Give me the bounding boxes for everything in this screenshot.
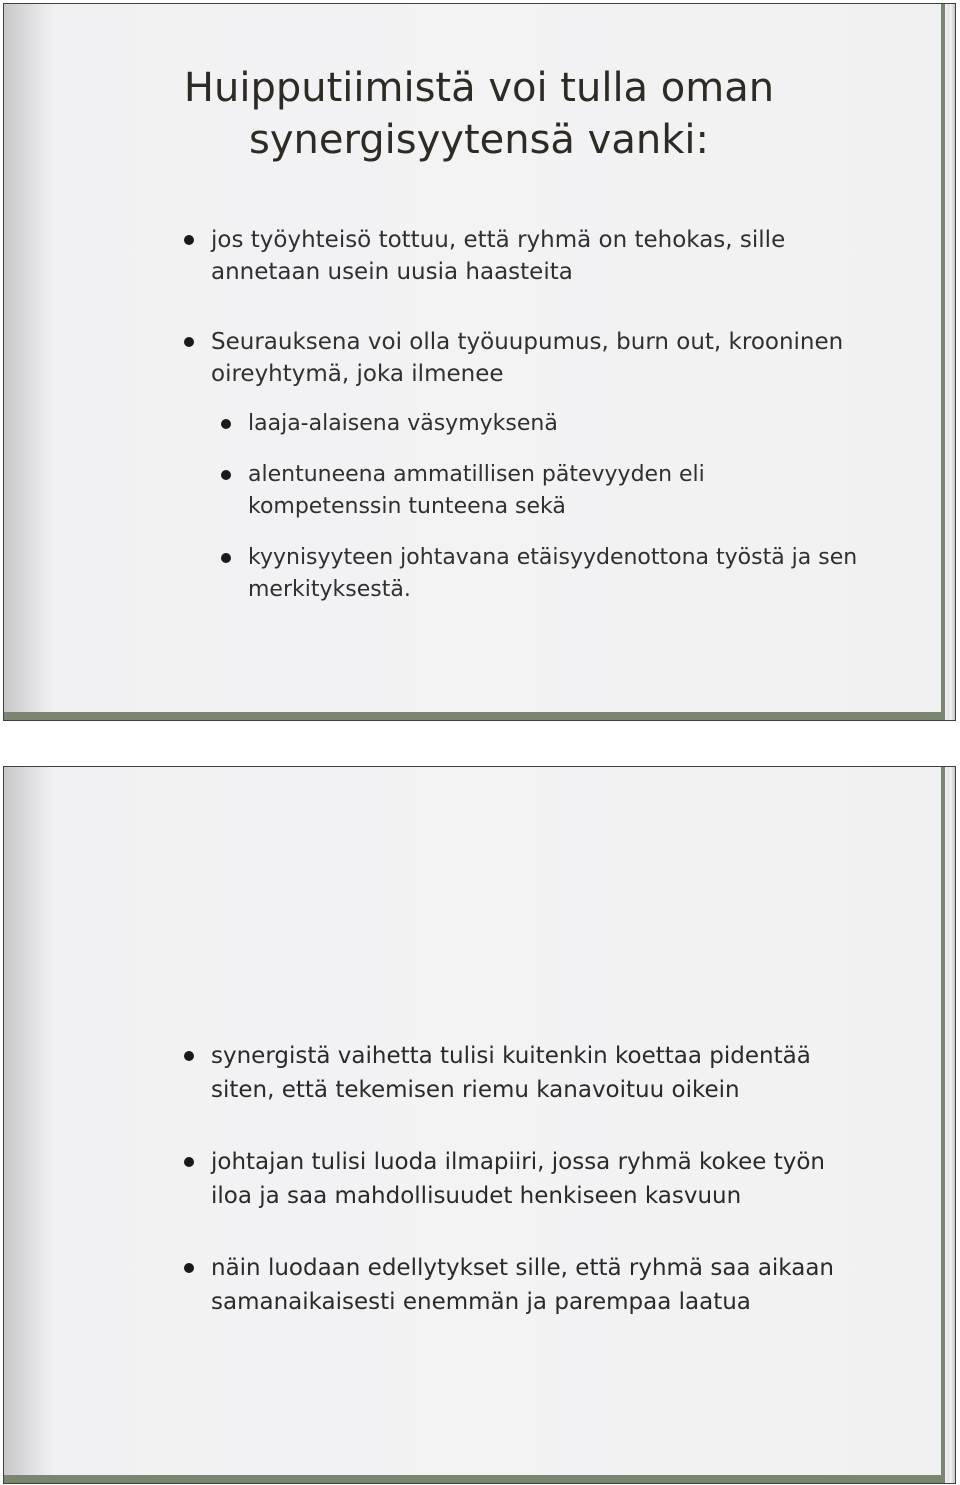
- sub-list-item-text: laaja-alaisena väsymyksenä: [248, 411, 558, 436]
- list-item: [184, 326, 864, 606]
- bullet-icon: [221, 470, 231, 480]
- bullet-list: [184, 224, 864, 644]
- list-item-text: jos työyhteisö tottuu, että ryhmä on tehokas, sille annetaan usein uusia haasteita: [211, 227, 786, 285]
- slide-2: [3, 766, 956, 1484]
- bullet-icon: [221, 419, 231, 429]
- sub-bullet-list: [221, 408, 864, 606]
- sub-list-item-text: kyynisyyteen johtavana etäisyydenottona työstä ja sen merkityksestä.: [248, 545, 858, 602]
- list-item: [184, 1251, 864, 1319]
- title-line-2: synergisyytensä vanki:: [249, 117, 709, 163]
- bullet-icon: [184, 1157, 194, 1167]
- book-page: [4, 4, 941, 712]
- list-item-text: Seurauksena voi olla työuupumus, burn out, krooninen oireyhtymä, joka ilmenee: [211, 329, 844, 387]
- sub-list-item: [221, 459, 864, 523]
- list-item-text: synergistä vaihetta tulisi kuitenkin koettaa pidentää siten, että tekemisen riemu kanavoituu oikein: [211, 1043, 811, 1103]
- page-edge: [945, 4, 955, 720]
- book-page: [4, 767, 941, 1475]
- title-line-1: Huipputiimistä voi tulla oman: [183, 65, 775, 111]
- list-item: [184, 1039, 864, 1107]
- slide-1: [3, 3, 956, 721]
- list-item-text: johtajan tulisi luoda ilmapiiri, jossa ryhmä kokee työn iloa ja saa mahdollisuudet henkiseen kasvuun: [211, 1149, 826, 1209]
- sub-list-item: [221, 408, 864, 440]
- list-item: [184, 1145, 864, 1213]
- bullet-icon: [184, 1263, 194, 1273]
- bullet-icon: [184, 235, 194, 245]
- list-item: [184, 224, 864, 288]
- bullet-icon: [221, 553, 231, 563]
- slide-title: [154, 62, 804, 166]
- bullet-icon: [184, 1051, 194, 1061]
- sub-list-item: [221, 542, 864, 606]
- sub-list-item-text: alentuneena ammatillisen pätevyyden eli kompetenssin tunteena sekä: [248, 462, 705, 519]
- bullet-list: [184, 1039, 864, 1357]
- page-edge: [945, 767, 955, 1483]
- list-item-text: näin luodaan edellytykset sille, että ryhmä saa aikaan samanaikaisesti enemmän ja parempaa laatua: [211, 1255, 834, 1315]
- bullet-icon: [184, 337, 194, 347]
